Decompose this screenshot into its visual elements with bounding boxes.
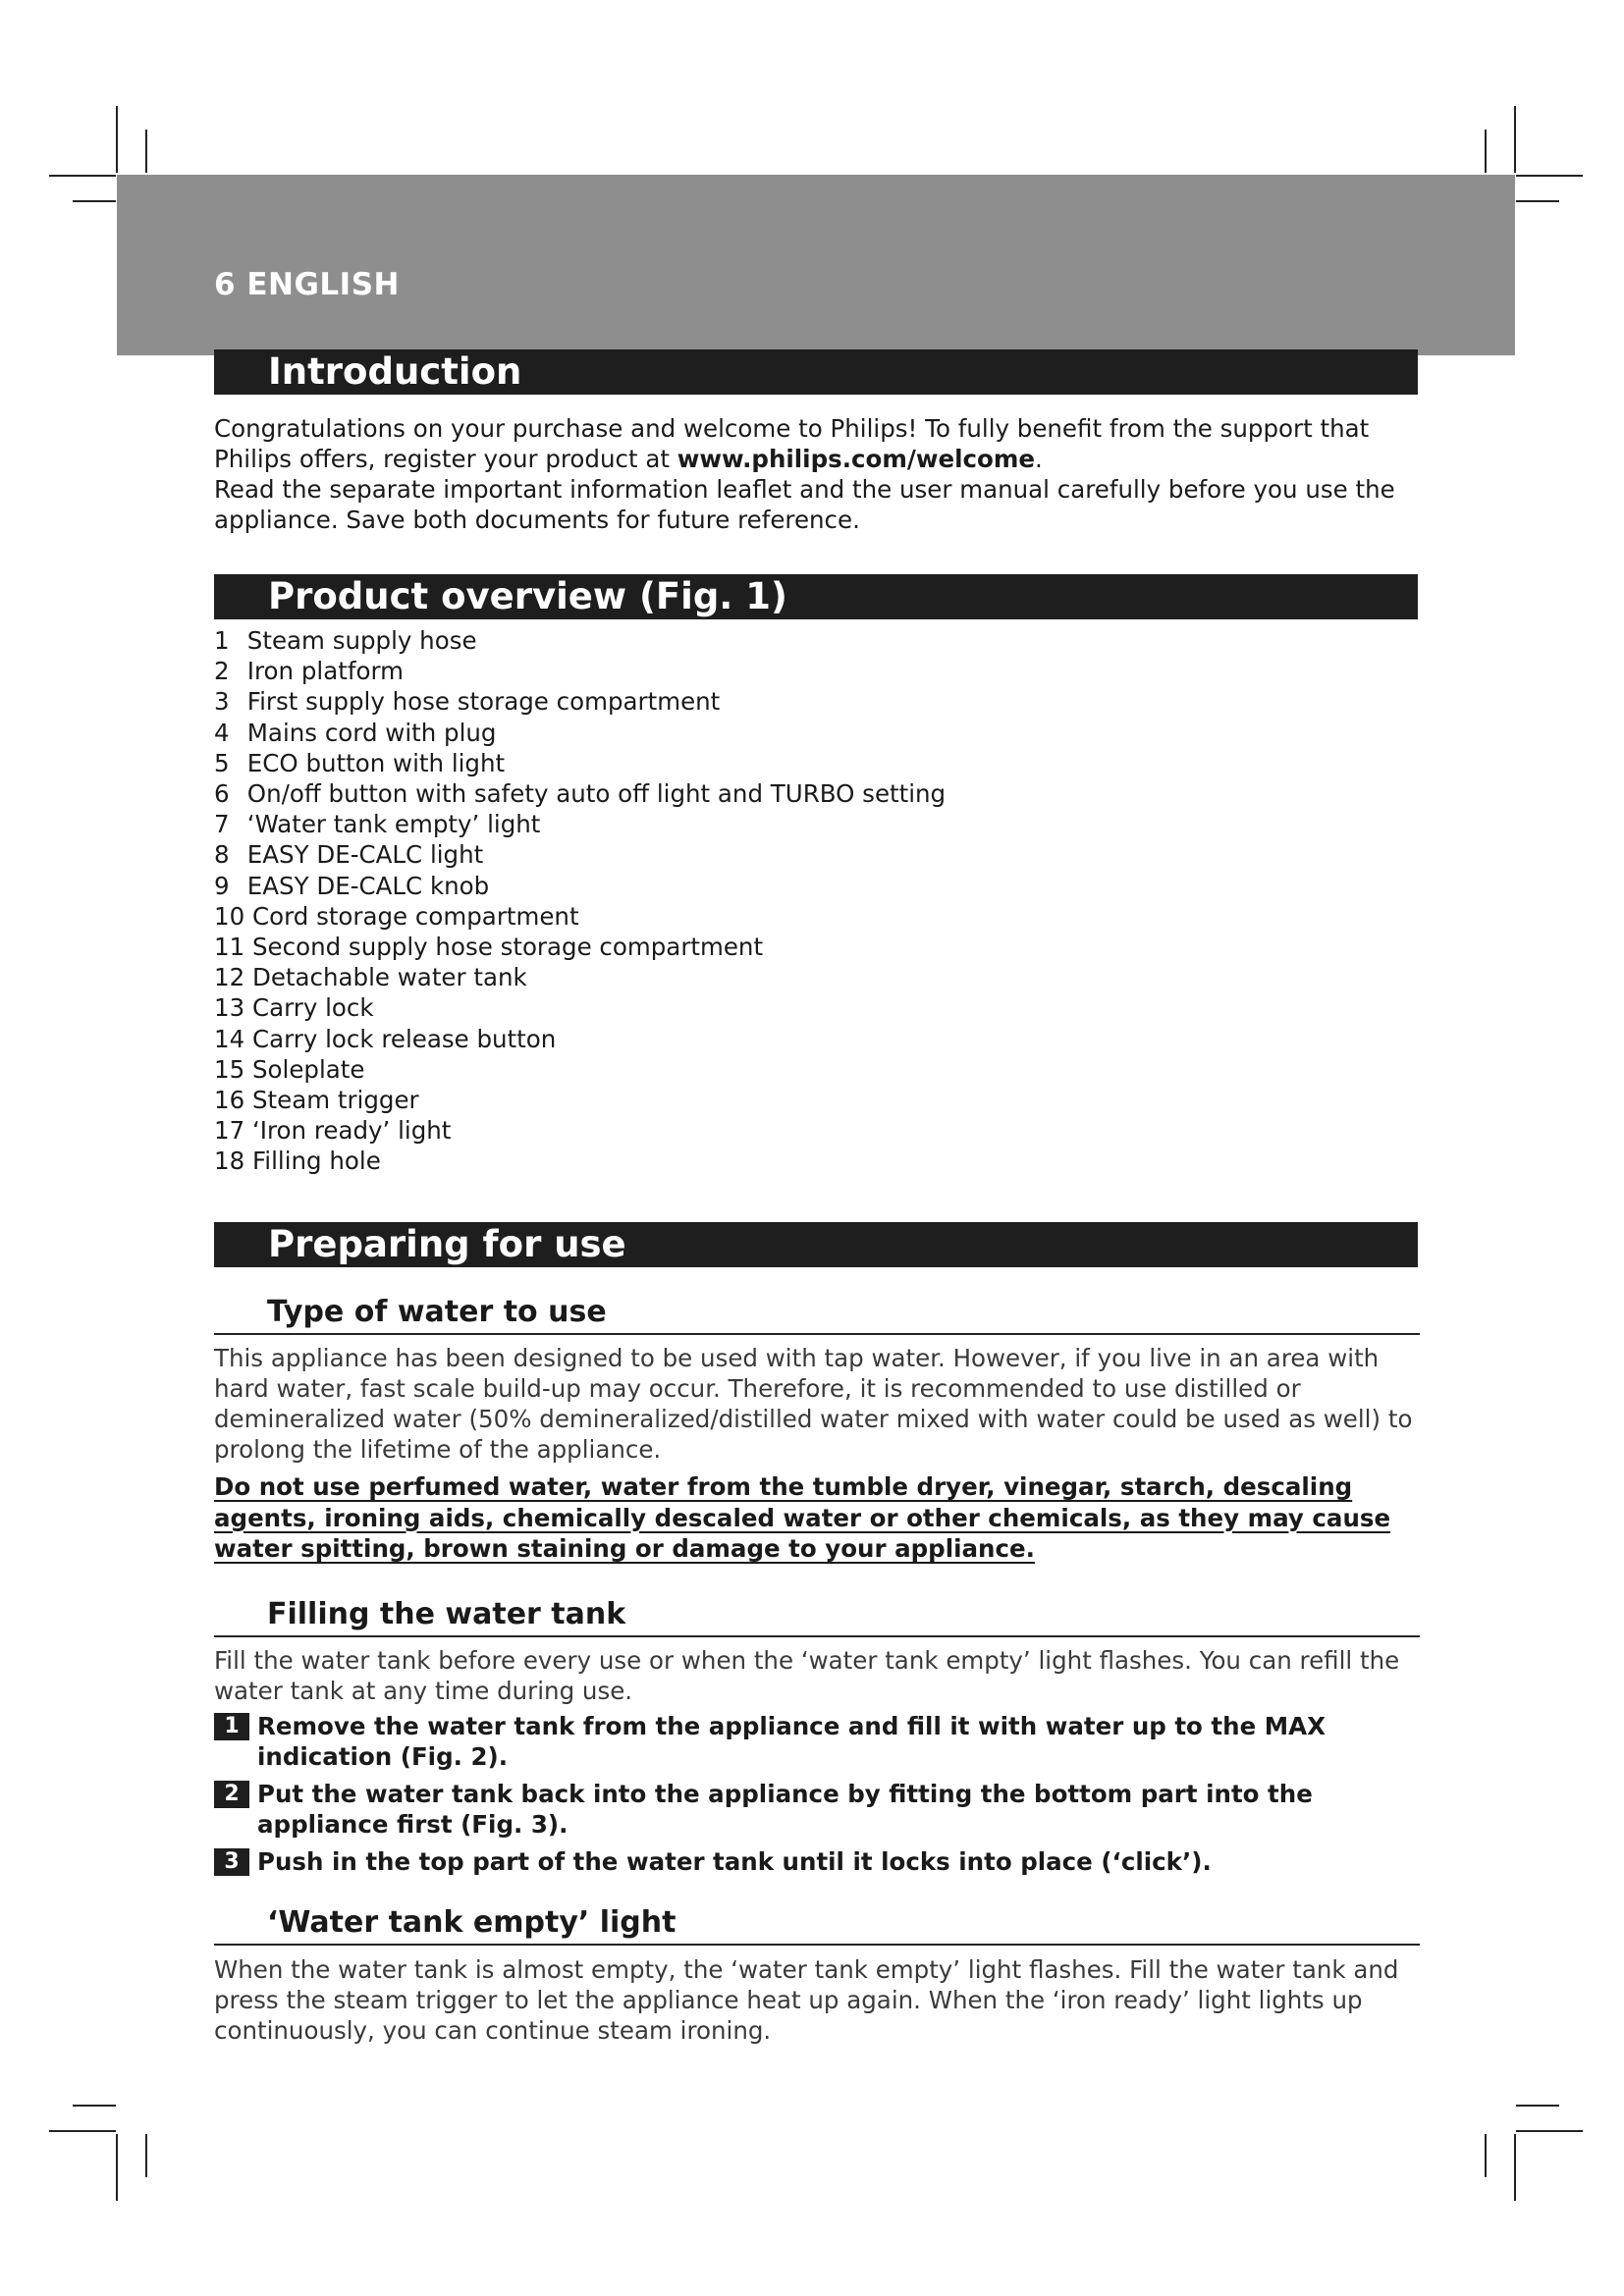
subheading-type-of-water: Type of water to use — [214, 1296, 1420, 1335]
introduction-paragraph-1 — [214, 413, 1420, 474]
overview-item — [214, 839, 1420, 870]
step-text: Put the water tank back into the appliance by fitting the bottom part into the appliance first (Fig. 3). — [257, 1780, 1313, 1839]
crop-mark — [1516, 200, 1559, 202]
overview-item-label: Mains cord with plug — [246, 718, 497, 747]
filling-steps — [214, 1711, 1420, 1884]
section-title-introduction: Introduction — [214, 349, 1418, 395]
section-title-preparing-for-use: Preparing for use — [214, 1222, 1418, 1267]
overview-item — [214, 718, 1420, 748]
introduction-paragraph-2: Read the separate important information leaflet and the user manual carefully before you use the appliance. Save both documents for future reference. — [214, 475, 1395, 534]
overview-item-number: 11 — [214, 933, 245, 962]
step-number-badge: 3 — [214, 1848, 249, 1876]
overview-item-number: 5 — [214, 748, 230, 777]
overview-item-label: Detachable water tank — [251, 963, 527, 992]
overview-item — [214, 809, 1420, 839]
overview-item-label: First supply hose storage compartment — [246, 687, 721, 717]
overview-item — [214, 1054, 1420, 1085]
introduction-text — [214, 413, 1420, 535]
overview-item-label: ECO button with light — [246, 748, 506, 777]
overview-item-number: 15 — [214, 1054, 245, 1084]
step-number-badge: 2 — [214, 1781, 249, 1808]
overview-item — [214, 1146, 1420, 1176]
overview-item-label: Filling hole — [251, 1147, 381, 1176]
overview-item-label: Iron platform — [246, 657, 404, 686]
crop-mark — [73, 2105, 116, 2107]
overview-item — [214, 932, 1420, 962]
overview-item-label: ‘Iron ready’ light — [251, 1116, 452, 1146]
introduction-line-1-end: . — [1035, 445, 1043, 473]
overview-item — [214, 1115, 1420, 1146]
overview-item — [214, 778, 1420, 809]
step-text: Push in the top part of the water tank until it locks into place (‘click’). — [257, 1847, 1212, 1876]
introduction-line-1: Congratulations on your purchase and welcome to Philips! To fully benefit from the support that Philips offers, register your product at — [214, 414, 1370, 473]
subheading-water-tank-empty-light: ‘Water tank empty’ light — [214, 1906, 1420, 1946]
overview-item — [214, 871, 1420, 901]
overview-item-number: 7 — [214, 810, 230, 839]
overview-item — [214, 1085, 1420, 1115]
filling-step — [214, 1779, 1420, 1840]
overview-item-number: 18 — [214, 1147, 245, 1176]
overview-item-label: On/off button with safety auto off light and TURBO setting — [246, 779, 947, 809]
philips-welcome-link[interactable]: www.philips.com/welcome — [677, 445, 1035, 473]
overview-item-label: Second supply hose storage compartment — [251, 933, 764, 962]
water-warning-text: Do not use perfumed water, water from the tumble dryer, vinegar, starch, descaling agents, ironing aids, chemically descaled water or other chemicals, as they may cause water spitting, brown staining or damage to your appliance. — [214, 1472, 1391, 1563]
overview-item-label: Carry lock — [251, 993, 374, 1023]
crop-mark — [1516, 2130, 1583, 2132]
filling-step — [214, 1711, 1420, 1772]
overview-item-label: Steam supply hose — [246, 626, 477, 655]
overview-item — [214, 962, 1420, 992]
overview-item-number: 10 — [214, 901, 245, 931]
crop-mark — [73, 200, 116, 202]
overview-item — [214, 656, 1420, 686]
filling-text: Fill the water tank before every use or when the ‘water tank empty’ light flashes. You can refill the water tank at any time during use. — [214, 1646, 1400, 1705]
overview-item-number: 17 — [214, 1116, 245, 1146]
step-text: Remove the water tank from the appliance and fill it with water up to the MAX indication (Fig. 2). — [257, 1712, 1326, 1771]
overview-item-number: 2 — [214, 657, 230, 686]
overview-item-number: 8 — [214, 840, 230, 870]
crop-mark — [1516, 175, 1583, 177]
crop-mark — [1485, 130, 1487, 173]
overview-item-number: 4 — [214, 718, 230, 747]
crop-mark — [1514, 2134, 1516, 2201]
overview-item — [214, 686, 1420, 717]
overview-item — [214, 1024, 1420, 1054]
crop-mark — [1485, 2134, 1487, 2177]
page-number-label: 6 ENGLISH — [214, 267, 400, 302]
overview-item-number: 16 — [214, 1086, 245, 1115]
overview-item-label: Steam trigger — [251, 1086, 419, 1115]
overview-item — [214, 625, 1420, 656]
overview-item-number: 12 — [214, 963, 245, 992]
overview-item — [214, 901, 1420, 932]
overview-item-label: ‘Water tank empty’ light — [246, 810, 541, 839]
water-warning — [214, 1471, 1420, 1565]
crop-mark — [145, 130, 147, 173]
overview-item-number: 3 — [214, 687, 230, 717]
header-band — [117, 175, 1515, 355]
section-title-product-overview: Product overview (Fig. 1) — [214, 574, 1418, 619]
overview-item-label: Soleplate — [251, 1054, 365, 1084]
overview-item — [214, 748, 1420, 778]
overview-item-number: 13 — [214, 993, 245, 1023]
crop-mark — [49, 175, 116, 177]
crop-mark — [49, 2130, 116, 2132]
crop-mark — [116, 2134, 118, 2201]
filling-step — [214, 1846, 1420, 1877]
crop-mark — [116, 106, 118, 173]
overview-item-label: EASY DE-CALC knob — [246, 871, 490, 900]
subheading-filling-water-tank: Filling the water tank — [214, 1598, 1420, 1637]
crop-mark — [145, 2134, 147, 2177]
crop-mark — [1516, 2105, 1559, 2107]
crop-mark — [1514, 106, 1516, 173]
overview-item-number: 1 — [214, 626, 230, 655]
product-overview-list — [214, 625, 1420, 1177]
empty-light-text: When the water tank is almost empty, the ‘water tank empty’ light flashes. Fill the water tank and press the steam trigger to let the appliance heat up again. When the ‘iron ready’ light lights up continuously, you can continue steam ironing. — [214, 1955, 1399, 2045]
overview-item-label: EASY DE-CALC light — [246, 840, 484, 870]
overview-item-label: Carry lock release button — [251, 1024, 557, 1053]
overview-item-label: Cord storage compartment — [251, 901, 579, 931]
step-number-badge: 1 — [214, 1713, 249, 1740]
water-type-text: This appliance has been designed to be used with tap water. However, if you live in an area with hard water, fast scale build-up may occur. Therefore, it is recommended to use distilled or demineralized water (50% demineralized/distilled water mixed with water could be used as well) to prolong the lifetime of the appliance. — [214, 1344, 1413, 1464]
overview-item-number: 14 — [214, 1024, 245, 1053]
overview-item-number: 9 — [214, 871, 230, 900]
overview-item-number: 6 — [214, 779, 230, 809]
overview-item — [214, 992, 1420, 1023]
